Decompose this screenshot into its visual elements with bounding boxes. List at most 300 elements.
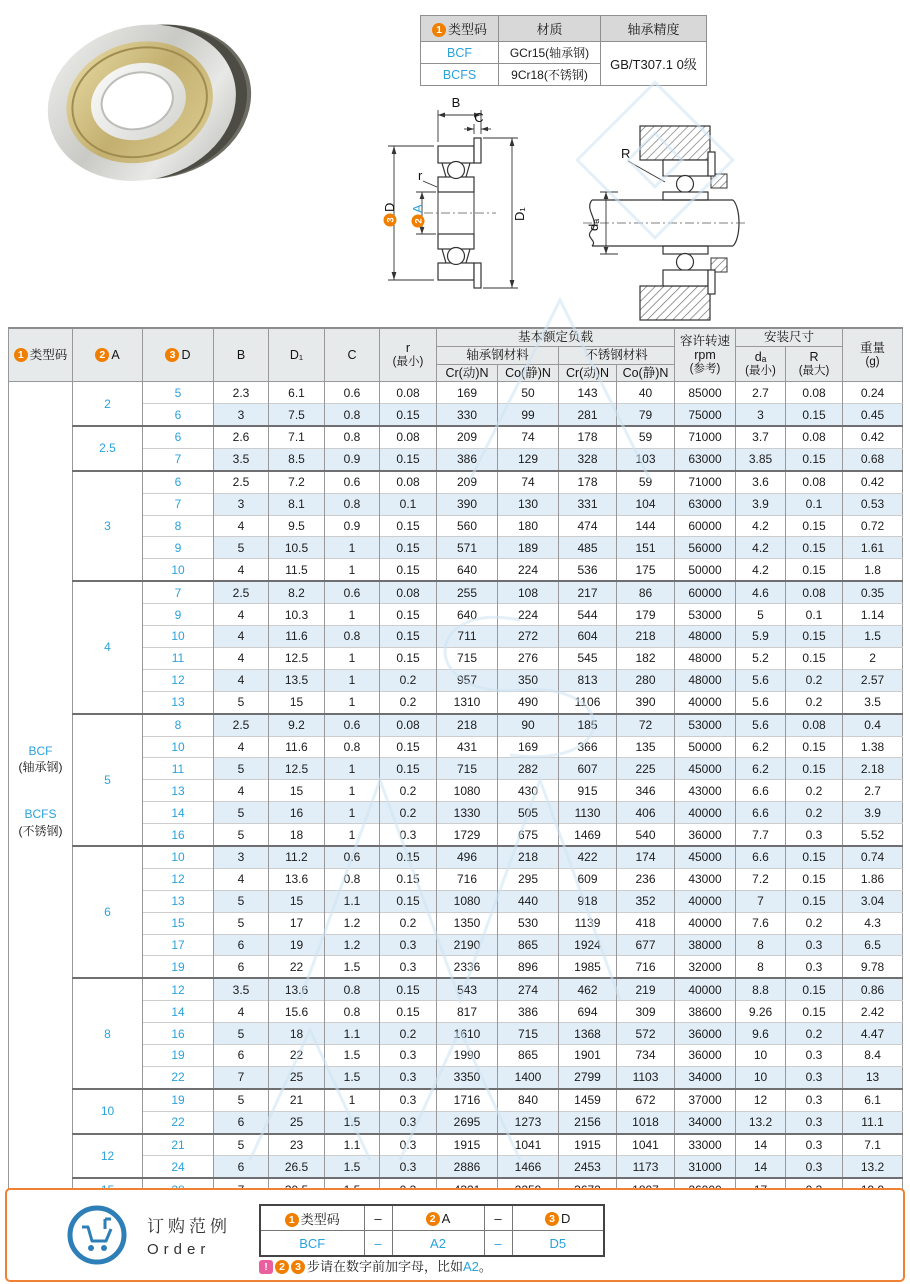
cell-b: 5 [214, 1023, 269, 1045]
cell-a: 4 [73, 581, 143, 713]
cell-cos: 440 [498, 890, 559, 912]
cell-w: 1.8 [843, 559, 903, 581]
cell-d: 6 [143, 426, 214, 448]
cell-da: 5.6 [736, 714, 786, 736]
cell-rmax: 0.15 [786, 846, 843, 868]
cell-crs: 716 [437, 868, 498, 890]
cell-d: 10 [143, 626, 214, 648]
cell-rmax: 0.3 [786, 1066, 843, 1088]
cell-rmax: 0.3 [786, 1044, 843, 1066]
cell-cos: 1041 [498, 1134, 559, 1156]
cell-crs: 496 [437, 846, 498, 868]
cell-cos: 274 [498, 978, 559, 1000]
cell-crx: 607 [559, 758, 617, 780]
cell-d1: 11.6 [269, 736, 325, 758]
cell-da: 2.7 [736, 382, 786, 404]
cell-d: 14 [143, 802, 214, 824]
cell-c: 0.8 [325, 426, 380, 448]
cell-c: 0.6 [325, 382, 380, 404]
cell-b: 2.5 [214, 471, 269, 493]
cell-d: 6 [143, 404, 214, 426]
cell-da: 10 [736, 1066, 786, 1088]
circled-1-icon: 1 [432, 23, 446, 37]
cell-c: 1.5 [325, 1066, 380, 1088]
cell-c: 1 [325, 559, 380, 581]
cell-w: 7.1 [843, 1134, 903, 1156]
cell-rmax: 0.08 [786, 714, 843, 736]
cell-rmax: 0.15 [786, 537, 843, 559]
cell-rmax: 0.15 [786, 736, 843, 758]
cell-w: 2.7 [843, 780, 903, 802]
cell-r: 0.15 [380, 448, 437, 470]
cell-cox: 672 [617, 1089, 675, 1111]
cell-d: 17 [143, 934, 214, 956]
dim-label-C: C [474, 110, 484, 125]
cell-crx: 281 [559, 404, 617, 426]
cell-crx: 2156 [559, 1111, 617, 1133]
cell-da: 3.85 [736, 448, 786, 470]
cell-rpm: 53000 [675, 604, 736, 626]
cell-rmax: 0.3 [786, 934, 843, 956]
cell-crs: 1915 [437, 1134, 498, 1156]
cell-d1: 13.5 [269, 669, 325, 691]
cell-crx: 178 [559, 426, 617, 448]
cell-r: 0.15 [380, 736, 437, 758]
cell-crs: 817 [437, 1001, 498, 1023]
cell-cox: 346 [617, 780, 675, 802]
cell-b: 4 [214, 780, 269, 802]
cell-crs: 390 [437, 493, 498, 515]
cell-w: 2.57 [843, 669, 903, 691]
cell-c: 1.2 [325, 934, 380, 956]
dim-label-B: B [451, 95, 461, 110]
cell-w: 1.5 [843, 626, 903, 648]
cell-rpm: 40000 [675, 912, 736, 934]
cell-c: 0.6 [325, 581, 380, 603]
cell-da: 4.6 [736, 581, 786, 603]
cell-rpm: 36000 [675, 1044, 736, 1066]
spec-table [8, 327, 903, 1203]
cell-rmax: 0.2 [786, 802, 843, 824]
cell-d: 13 [143, 890, 214, 912]
cell-w: 2.18 [843, 758, 903, 780]
cell-rmax: 0.15 [786, 890, 843, 912]
table-row [9, 1134, 903, 1156]
cell-rpm: 63000 [675, 493, 736, 515]
cell-b: 5 [214, 691, 269, 713]
cell-cos: 1400 [498, 1066, 559, 1088]
order-example-a: A2 [392, 1231, 484, 1257]
cell-rpm: 50000 [675, 736, 736, 758]
cell-c: 0.8 [325, 404, 380, 426]
cell-d: 6 [143, 471, 214, 493]
table-row [9, 912, 903, 934]
cell-rpm: 38600 [675, 1001, 736, 1023]
cell-rpm: 50000 [675, 559, 736, 581]
table-row [9, 537, 903, 559]
cell-cos: 490 [498, 691, 559, 713]
cell-d: 7 [143, 448, 214, 470]
order-example-section [5, 1188, 905, 1282]
cell-d1: 8.5 [269, 448, 325, 470]
cell-c: 0.6 [325, 846, 380, 868]
cell-rpm: 75000 [675, 404, 736, 426]
cell-w: 1.61 [843, 537, 903, 559]
cell-rmax: 0.2 [786, 1023, 843, 1045]
order-header-dash: – [484, 1205, 512, 1231]
cell-d: 19 [143, 1044, 214, 1066]
cell-cox: 175 [617, 559, 675, 581]
cell-crx: 331 [559, 493, 617, 515]
cell-a: 2 [73, 382, 143, 426]
cell-b: 7 [214, 1066, 269, 1088]
cell-crs: 1310 [437, 691, 498, 713]
dim-label-R: R [621, 146, 631, 161]
cell-b: 4 [214, 559, 269, 581]
cell-d: 12 [143, 669, 214, 691]
cross-section-drawings [378, 88, 906, 328]
cell-cos: 50 [498, 382, 559, 404]
cell-rpm: 40000 [675, 691, 736, 713]
table-row [9, 404, 903, 426]
type-code-bcfs-link[interactable]: BCFS [421, 64, 499, 86]
cell-d: 15 [143, 912, 214, 934]
cell-d1: 8.1 [269, 493, 325, 515]
cell-d: 19 [143, 956, 214, 978]
cell-rmax: 0.2 [786, 669, 843, 691]
order-example-dash: – [484, 1231, 512, 1257]
cell-c: 1 [325, 1089, 380, 1111]
cell-cox: 309 [617, 1001, 675, 1023]
cell-rmax: 0.2 [786, 780, 843, 802]
cell-rpm: 36000 [675, 824, 736, 846]
cell-w: 0.35 [843, 581, 903, 603]
table-row [9, 802, 903, 824]
cell-d: 12 [143, 978, 214, 1000]
material-value: GCr15(轴承钢) [499, 42, 601, 64]
cell-c: 1.5 [325, 1044, 380, 1066]
cell-da: 5.6 [736, 669, 786, 691]
cell-a: 6 [73, 846, 143, 978]
cell-cox: 59 [617, 426, 675, 448]
cell-crx: 1130 [559, 802, 617, 824]
cell-rmax: 0.3 [786, 1089, 843, 1111]
cell-r: 0.08 [380, 382, 437, 404]
cell-w: 13.2 [843, 1156, 903, 1178]
cell-crx: 813 [559, 669, 617, 691]
cell-da: 7.6 [736, 912, 786, 934]
cell-rmax: 0.15 [786, 1001, 843, 1023]
cell-cos: 430 [498, 780, 559, 802]
dim-label-D [382, 203, 397, 227]
cell-b: 5 [214, 537, 269, 559]
cell-crx: 143 [559, 382, 617, 404]
cell-w: 5.52 [843, 824, 903, 846]
cell-d1: 10.5 [269, 537, 325, 559]
cell-r: 0.2 [380, 780, 437, 802]
table-row [9, 1089, 903, 1111]
cell-w: 0.42 [843, 426, 903, 448]
cell-crx: 366 [559, 736, 617, 758]
cell-r: 0.2 [380, 802, 437, 824]
table-row [9, 604, 903, 626]
circled-2-icon: 2 [426, 1212, 440, 1226]
cell-rpm: 43000 [675, 780, 736, 802]
cell-r: 0.15 [380, 404, 437, 426]
cell-w: 13 [843, 1066, 903, 1088]
cell-crs: 1080 [437, 890, 498, 912]
cell-d1: 15.6 [269, 1001, 325, 1023]
cell-d1: 25 [269, 1066, 325, 1088]
cell-rmax: 0.15 [786, 978, 843, 1000]
cell-b: 5 [214, 824, 269, 846]
cell-crs: 169 [437, 382, 498, 404]
cell-crs: 1080 [437, 780, 498, 802]
cell-cos: 865 [498, 934, 559, 956]
cell-b: 3 [214, 846, 269, 868]
cell-da: 6.2 [736, 736, 786, 758]
cell-d1: 17 [269, 912, 325, 934]
cell-cox: 179 [617, 604, 675, 626]
cell-d1: 25 [269, 1111, 325, 1133]
cell-w: 2.42 [843, 1001, 903, 1023]
cell-rmax: 0.15 [786, 626, 843, 648]
header-d: 3 D [143, 328, 214, 382]
type-code-bcf-link[interactable]: BCF [421, 42, 499, 64]
cell-rmax: 0.1 [786, 493, 843, 515]
cell-b: 6 [214, 1044, 269, 1066]
cell-crx: 694 [559, 1001, 617, 1023]
cell-d: 11 [143, 647, 214, 669]
cell-cox: 86 [617, 581, 675, 603]
table-row [9, 471, 903, 493]
cell-cox: 1041 [617, 1134, 675, 1156]
cell-b: 5 [214, 1134, 269, 1156]
order-header-a: 2 A [392, 1205, 484, 1231]
cell-c: 1.1 [325, 1134, 380, 1156]
cell-cos: 218 [498, 846, 559, 868]
table-row [9, 1001, 903, 1023]
cell-d1: 23 [269, 1134, 325, 1156]
cell-crs: 1716 [437, 1089, 498, 1111]
cell-rpm: 45000 [675, 758, 736, 780]
cell-r: 0.08 [380, 471, 437, 493]
cell-da: 7.7 [736, 824, 786, 846]
cell-c: 1.1 [325, 890, 380, 912]
header-stainless-steel: 不锈钢材料 [559, 346, 675, 364]
cell-w: 3.5 [843, 691, 903, 713]
cell-rpm: 34000 [675, 1066, 736, 1088]
dim-label-da: dₐ [586, 218, 601, 231]
cell-da: 5.9 [736, 626, 786, 648]
cell-rmax: 0.15 [786, 647, 843, 669]
cell-rpm: 38000 [675, 934, 736, 956]
header-b: B [214, 328, 269, 382]
cell-cos: 276 [498, 647, 559, 669]
cell-da: 8 [736, 956, 786, 978]
cell-da: 12 [736, 1089, 786, 1111]
table-row [9, 626, 903, 648]
cell-rpm: 71000 [675, 426, 736, 448]
cell-crs: 255 [437, 581, 498, 603]
cell-d1: 21 [269, 1089, 325, 1111]
cell-da: 3 [736, 404, 786, 426]
cell-b: 2.3 [214, 382, 269, 404]
cell-d1: 16 [269, 802, 325, 824]
cell-d: 11 [143, 758, 214, 780]
cell-b: 5 [214, 890, 269, 912]
cell-rmax: 0.3 [786, 1111, 843, 1133]
cell-r: 0.3 [380, 1044, 437, 1066]
cell-w: 8.4 [843, 1044, 903, 1066]
cell-da: 14 [736, 1156, 786, 1178]
header-load: 基本额定负载 [437, 328, 675, 346]
table-row [9, 956, 903, 978]
cell-d: 5 [143, 382, 214, 404]
cell-d1: 7.1 [269, 426, 325, 448]
cell-d1: 15 [269, 780, 325, 802]
cell-w: 1.14 [843, 604, 903, 626]
cell-cox: 572 [617, 1023, 675, 1045]
cell-rpm: 48000 [675, 647, 736, 669]
cell-d1: 6.1 [269, 382, 325, 404]
cell-cox: 390 [617, 691, 675, 713]
cell-rpm: 45000 [675, 846, 736, 868]
cell-b: 5 [214, 912, 269, 934]
header-d1: D₁ [269, 328, 325, 382]
cell-crs: 209 [437, 471, 498, 493]
header-type-code: 1 类型码 [9, 328, 73, 382]
cell-d: 8 [143, 515, 214, 537]
table-row [9, 559, 903, 581]
cell-cos: 675 [498, 824, 559, 846]
order-example-dash: – [364, 1231, 392, 1257]
cell-rpm: 31000 [675, 1156, 736, 1178]
material-table [420, 15, 707, 86]
material-value: 9Cr18(不锈钢) [499, 64, 601, 86]
cell-r: 0.2 [380, 1023, 437, 1045]
cell-cox: 716 [617, 956, 675, 978]
order-title-en: Order [147, 1241, 211, 1258]
cell-rpm: 36000 [675, 1023, 736, 1045]
table-row [9, 846, 903, 868]
dim-label-A [410, 204, 425, 228]
dim-label-D1: D₁ [512, 207, 527, 221]
cell-b: 5 [214, 1089, 269, 1111]
cell-b: 6 [214, 1156, 269, 1178]
cell-a: 2.5 [73, 426, 143, 471]
cell-cos: 505 [498, 802, 559, 824]
cell-crx: 1924 [559, 934, 617, 956]
cell-cox: 79 [617, 404, 675, 426]
material-header-precision: 轴承精度 [601, 16, 707, 42]
cell-d1: 9.5 [269, 515, 325, 537]
header-cr-dynamic: Cr(动)N [437, 364, 498, 382]
table-row [9, 382, 903, 404]
cell-cos: 295 [498, 868, 559, 890]
cell-w: 1.38 [843, 736, 903, 758]
table-row [9, 1044, 903, 1066]
cell-b: 4 [214, 515, 269, 537]
circled-2-icon: 2 [275, 1260, 289, 1274]
circled-1-icon: 1 [14, 348, 28, 362]
cell-da: 4.2 [736, 537, 786, 559]
cell-cox: 104 [617, 493, 675, 515]
cell-rpm: 43000 [675, 868, 736, 890]
cell-cox: 151 [617, 537, 675, 559]
cell-w: 3.9 [843, 802, 903, 824]
circled-3-icon: 3 [165, 348, 179, 362]
cell-da: 14 [736, 1134, 786, 1156]
header-mount: 安装尺寸 [736, 328, 843, 346]
order-title [147, 1212, 257, 1258]
cell-rmax: 0.3 [786, 1134, 843, 1156]
table-row [9, 890, 903, 912]
cell-d1: 10.3 [269, 604, 325, 626]
cell-rmax: 0.15 [786, 404, 843, 426]
cell-c: 1.5 [325, 956, 380, 978]
cell-a: 3 [73, 471, 143, 581]
cell-rpm: 33000 [675, 1134, 736, 1156]
cell-w: 0.45 [843, 404, 903, 426]
cell-rpm: 71000 [675, 471, 736, 493]
cell-d: 10 [143, 846, 214, 868]
cell-cos: 1273 [498, 1111, 559, 1133]
cell-cox: 174 [617, 846, 675, 868]
cell-cos: 1466 [498, 1156, 559, 1178]
table-row [9, 448, 903, 470]
cell-cox: 418 [617, 912, 675, 934]
cell-rpm: 48000 [675, 669, 736, 691]
cell-c: 1 [325, 669, 380, 691]
header-rpm: 容许转速 rpm (参考) [675, 328, 736, 382]
cell-cox: 144 [617, 515, 675, 537]
cell-crs: 571 [437, 537, 498, 559]
cell-b: 6 [214, 956, 269, 978]
cell-cos: 130 [498, 493, 559, 515]
cell-r: 0.3 [380, 1066, 437, 1088]
cell-cos: 386 [498, 1001, 559, 1023]
cell-d1: 15 [269, 890, 325, 912]
cell-w: 0.86 [843, 978, 903, 1000]
cell-da: 9.26 [736, 1001, 786, 1023]
table-row [9, 515, 903, 537]
spec-table-body [9, 382, 903, 1202]
cell-rmax: 0.08 [786, 581, 843, 603]
cell-r: 0.15 [380, 626, 437, 648]
cell-crx: 328 [559, 448, 617, 470]
header-r: r (最小) [380, 328, 437, 382]
cell-c: 1 [325, 780, 380, 802]
cell-cos: 272 [498, 626, 559, 648]
cell-cox: 103 [617, 448, 675, 470]
cell-b: 4 [214, 669, 269, 691]
cell-w: 0.72 [843, 515, 903, 537]
cell-w: 3.04 [843, 890, 903, 912]
cell-da: 9.6 [736, 1023, 786, 1045]
cell-w: 4.3 [843, 912, 903, 934]
order-header-d: 3 D [512, 1205, 604, 1231]
cell-r: 0.2 [380, 669, 437, 691]
cell-crx: 915 [559, 780, 617, 802]
cell-w: 6.5 [843, 934, 903, 956]
cell-c: 0.9 [325, 515, 380, 537]
cell-crs: 560 [437, 515, 498, 537]
cell-c: 1 [325, 758, 380, 780]
cell-rmax: 0.15 [786, 448, 843, 470]
cell-d: 16 [143, 824, 214, 846]
cell-b: 4 [214, 736, 269, 758]
